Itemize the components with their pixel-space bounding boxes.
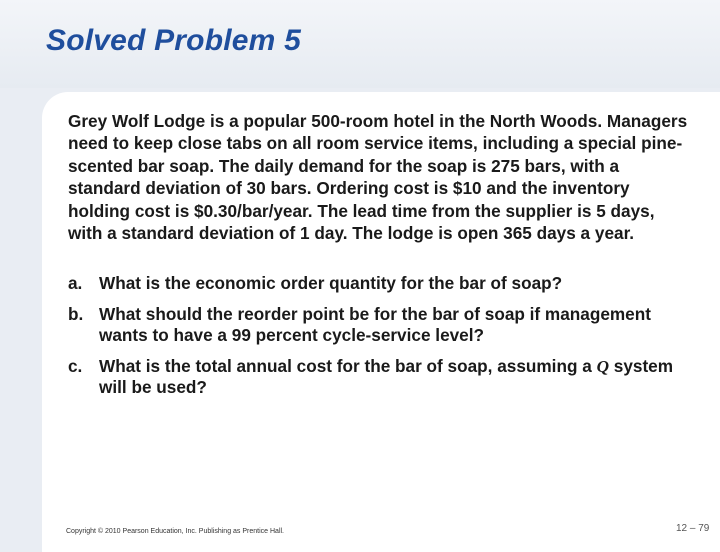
question-text-end: system will be used? <box>99 356 674 397</box>
q-variable: Q <box>596 357 609 376</box>
question-text: What is the total annual cost for the bar of soap, assuming a <box>99 356 592 376</box>
question-marker: c. <box>68 356 83 376</box>
question-list <box>68 273 698 408</box>
slide-title: Solved Problem 5 <box>46 24 301 57</box>
question-marker: a. <box>68 273 83 293</box>
question-marker: b. <box>68 304 84 324</box>
copyright-notice: Copyright © 2010 Pearson Education, Inc. Publishing as Prentice Hall. <box>66 528 285 535</box>
problem-statement: Grey Wolf Lodge is a popular 500-room hotel in the North Woods. Managers need to keep close tabs on all room service items, including a special pine-scented bar soap. The daily demand for the soap is 275 bars, with a standard deviation of 30 bars. Ordering cost is $10 and the inventory holding cost is $0.30/bar/year. The lead time from the supplier is 5 days, with a standard deviation of 1 day. The lodge is open 365 days a year. <box>68 111 688 244</box>
question-c <box>68 356 698 398</box>
question-a <box>68 273 698 294</box>
question-text: What is the economic order quantity for the bar of soap? <box>99 273 563 293</box>
page-number: 12 – 79 <box>676 523 710 534</box>
question-text: What should the reorder point be for the bar of soap if management wants to have a 99 percent cycle-service level? <box>99 304 651 345</box>
question-b <box>68 304 698 346</box>
